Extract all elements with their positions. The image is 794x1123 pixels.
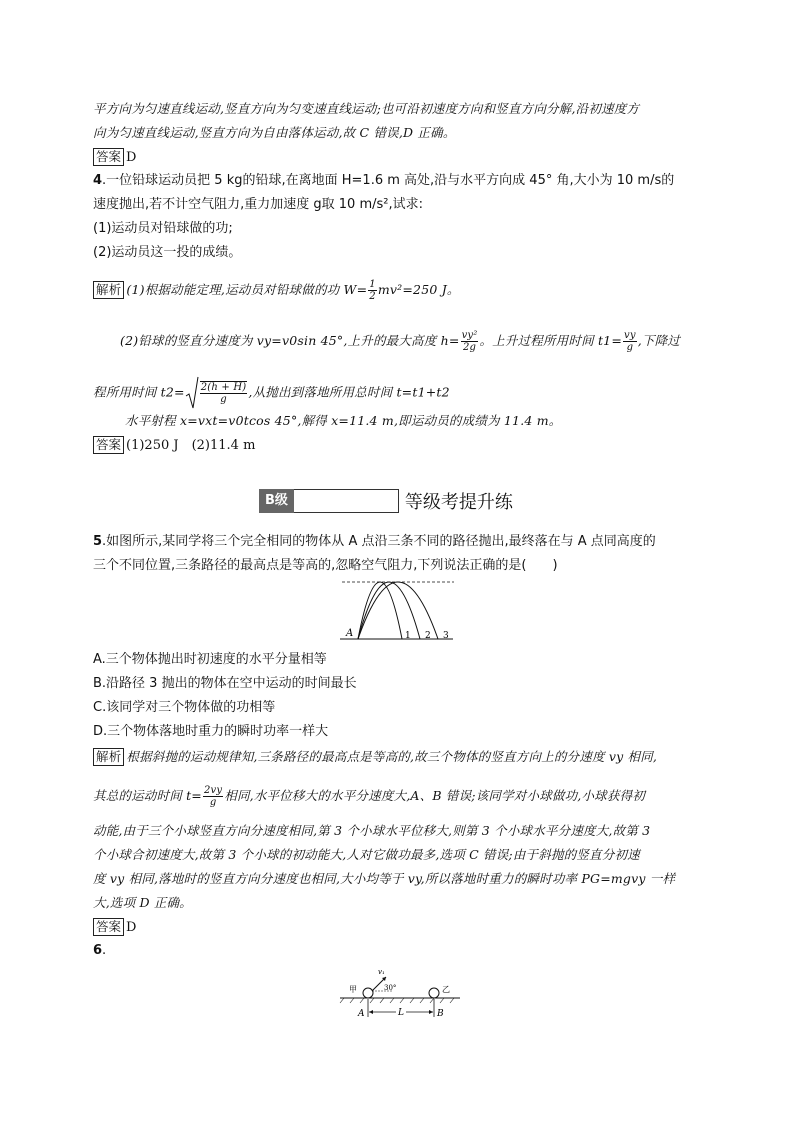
fraction: $\frac{vy}{g}$ [624, 330, 636, 353]
q4-analysis-4: 水平射程 x=vxt=v0tcos 45°,解得 x=11.4 m,即运动员的成绩为 11.4 m。 [125, 413, 562, 428]
question-text: .如图所示,某同学将三个完全相同的物体从 A 点沿三条不同的路径抛出,最终落在与 A 点同高度的 [102, 534, 656, 549]
q5-option-c: C.该同学对三个物体做的功相等 [93, 700, 276, 715]
q5-analysis-4: 个小球合初速度大,故第 3 个小球的初动能大,人对它做功最多,选项 C 错误;由于斜抛的竖直分初速 [93, 847, 640, 862]
velocity-label: v₁ [378, 968, 385, 976]
radical-sign-icon [185, 376, 199, 410]
angle-label: 30° [384, 984, 397, 992]
analysis-text: 。上升过程所用时间 t1= [479, 333, 623, 348]
q5-option-b: B.沿路径 3 抛出的物体在空中运动的时间最长 [93, 676, 357, 691]
point-b-label: B [437, 1009, 444, 1019]
q3-answer [93, 148, 136, 167]
analysis-text: 程所用时间 t2= [93, 384, 185, 400]
ball-b-icon [429, 988, 439, 998]
question-text: .一位铅球运动员把 5 kg的铅球,在离地面 H=1.6 m 高处,沿与水平方向成 45° 角,大小为 10 m/s的 [102, 173, 675, 188]
square-root [185, 376, 249, 410]
fraction: $\frac{1}{2}$ [369, 279, 376, 302]
section-title: 等级考提升练 [404, 492, 513, 513]
point-a-label: A [346, 628, 354, 639]
section-blank-box [294, 489, 399, 513]
q5-analysis-6: 大,选项 D 正确。 [93, 895, 192, 910]
path-label-2: 2 [425, 631, 431, 641]
trajectory-1 [358, 582, 402, 639]
q4-answer [93, 436, 255, 455]
intro-line-1: 平方向为匀速直线运动,竖直方向为匀变速直线运动;也可沿初速度方向和竖直方向分解,沿初速度方 [93, 101, 640, 116]
q4-line-1 [93, 172, 674, 190]
q5-answer [93, 918, 136, 937]
q5-option-a: A.三个物体抛出时初速度的水平分量相等 [93, 652, 327, 667]
answer-tag: 答案 [93, 918, 124, 936]
answer-value: (1)250 J (2)11.4 m [126, 438, 256, 453]
path-label-1: 1 [405, 631, 411, 641]
analysis-text: ,下降过 [637, 333, 680, 348]
question-number: 4 [93, 173, 103, 188]
fraction: $\frac{2(h + H)}{g}$ [200, 382, 247, 405]
answer-tag: 答案 [93, 148, 124, 166]
q5-line-2: 三个不同位置,三条路径的最高点是等高的,忽略空气阻力,下列说法正确的是( ) [93, 558, 558, 573]
path-label-3: 3 [443, 631, 449, 641]
question-text: . [102, 943, 107, 958]
q4-analysis-2 [120, 330, 680, 353]
analysis-tag: 解析 [93, 748, 124, 766]
q5-analysis-2 [93, 785, 645, 808]
analysis-text: 根据斜抛的运动规律知,三条路径的最高点是等高的,故三个物体的竖直方向上的分速度 vy 相同, [126, 749, 658, 764]
analysis-tag: 解析 [93, 281, 124, 299]
q4-part-1: (1)运动员对铅球做的功; [93, 221, 233, 236]
analysis-text: ,从抛出到落地所用总时间 t=t1+t2 [248, 384, 450, 400]
q5-line-1 [93, 533, 656, 551]
person-jia-label: 甲 [349, 985, 357, 994]
q4-part-2: (2)运动员这一投的成绩。 [93, 245, 242, 260]
analysis-text: 其总的运动时间 t= [93, 788, 202, 803]
q4-line-2: 速度抛出,若不计空气阻力,重力加速度 g取 10 m/s²,试求: [93, 197, 423, 212]
distance-label: L [398, 1008, 404, 1018]
point-a-label: A [358, 1009, 365, 1019]
answer-tag: 答案 [93, 436, 124, 454]
q6-figure [338, 963, 468, 1023]
fraction: $\frac{\text{vy²}}{2g}$ [461, 330, 478, 353]
analysis-text: (1)根据动能定理,运动员对铅球做的功 W= [126, 282, 368, 297]
q4-analysis-1 [93, 279, 460, 302]
question-number: 6 [93, 943, 103, 958]
question-number: 5 [93, 534, 103, 549]
analysis-text: mv²=250 J。 [377, 282, 460, 297]
analysis-text: 相同,水平位移大的水平分速度大,A、B 错误;该同学对小球做功,小球获得初 [224, 788, 645, 803]
q5-analysis-1 [93, 748, 657, 766]
intro-line-2: 向为匀速直线运动,竖直方向为自由落体运动,故 C 错误,D 正确。 [93, 125, 456, 140]
ball-a-icon [363, 988, 373, 998]
q5-trajectory-figure [338, 578, 458, 642]
answer-value: D [126, 920, 137, 935]
section-level: B级 [259, 489, 294, 513]
q5-option-d: D.三个物体落地时重力的瞬时功率一样大 [93, 724, 329, 739]
analysis-text: (2)铅球的竖直分速度为 vy=v0sin 45°,上升的最大高度 h= [120, 333, 460, 348]
q5-analysis-5: 度 vy 相同,落地时的竖直方向分速度也相同,大小均等于 vy,所以落地时重力的瞬时功率 PG=mgvy 一样 [93, 871, 676, 886]
answer-value: D [126, 150, 137, 165]
fraction: $\frac{2vy}{g}$ [203, 785, 223, 808]
section-banner [259, 487, 513, 515]
q4-analysis-3 [93, 376, 450, 410]
q6-line-1 [93, 942, 106, 960]
person-yi-label: 乙 [442, 985, 450, 994]
q5-analysis-3: 动能,由于三个小球竖直方向分速度相同,第 3 个小球水平位移大,则第 3 个小球水平分速度大,故第 3 [93, 823, 651, 838]
